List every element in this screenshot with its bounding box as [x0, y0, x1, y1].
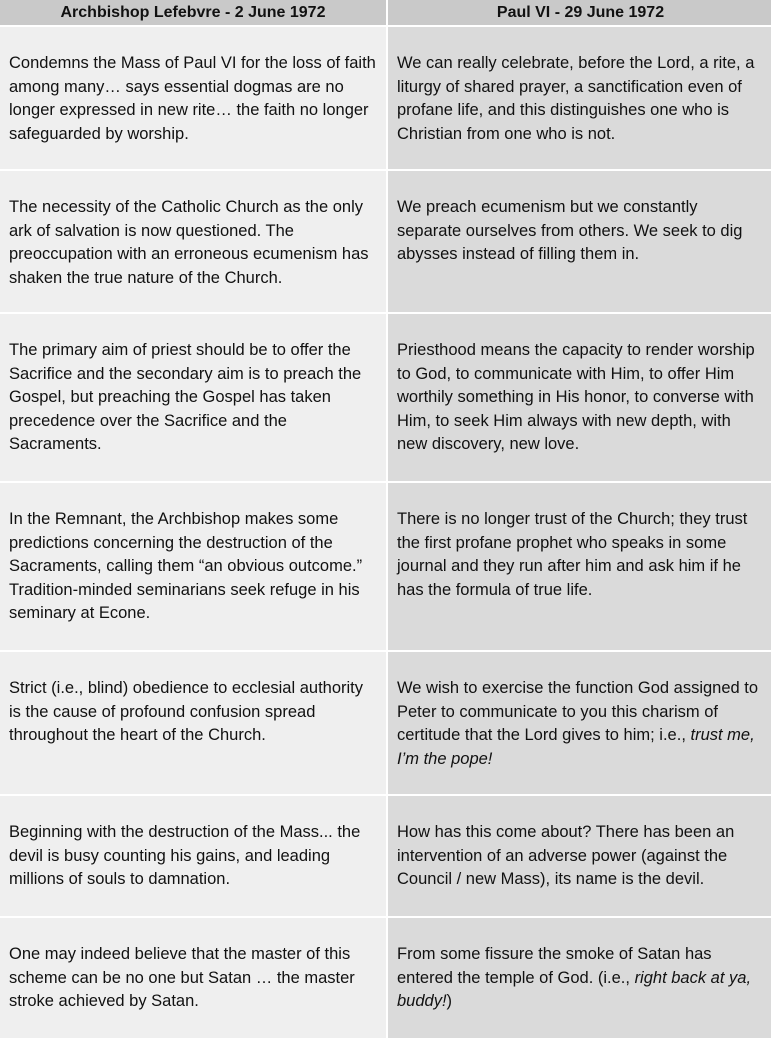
- row-6-left: Beginning with the destruction of the Mass... the devil is busy counting his gains, and leading millions of souls to damnation.: [0, 796, 386, 916]
- row-7-left: One may indeed believe that the master of this scheme can be no one but Satan … the master stroke achieved by Satan.: [0, 918, 386, 1038]
- row-5-right-text: We wish to exercise the function God assigned to Peter to communicate to you this charism of certitude that the Lord gives to him; i.e.,: [397, 679, 759, 744]
- row-5-right-italic: trust me, I’m the pope!: [397, 726, 755, 768]
- row-5-right: [388, 652, 771, 794]
- row-7-right-end: ): [446, 992, 453, 1010]
- row-7-right: [388, 918, 771, 1038]
- header-right: Paul VI - 29 June 1972: [388, 0, 771, 25]
- row-4-left: In the Remnant, the Archbishop makes some predictions concerning the destruction of the Sacraments, calling them “an obvious outcome.” Tradition-minded seminarians seek refuge in his seminary at Econe.: [0, 483, 386, 650]
- row-3-right: Priesthood means the capacity to render worship to God, to communicate with Him, to offer Him worthily something in His honor, to converse with Him, to seek Him always with new depth, with new discovery, new love.: [388, 314, 771, 481]
- row-7-right-italic: right back at ya, buddy!: [397, 968, 752, 1010]
- row-3-left: The primary aim of priest should be to offer the Sacrifice and the secondary aim is to preach the Gospel, but preaching the Gospel has taken precedence over the Sacrifice and the Sacraments.: [0, 314, 386, 481]
- row-1-left: Condemns the Mass of Paul VI for the loss of faith among many… says essential dogmas are no longer expressed in new rite… the faith no longer safeguarded by worship.: [0, 27, 386, 169]
- row-2-right: We preach ecumenism but we constantly separate ourselves from others. We seek to dig abysses instead of filling them in.: [388, 171, 771, 312]
- row-1-right: We can really celebrate, before the Lord, a rite, a liturgy of shared prayer, a sanctification even of profane life, and this distinguishes one who is Christian from one who is not.: [388, 27, 771, 169]
- header-left: Archbishop Lefebvre - 2 June 1972: [0, 0, 386, 25]
- row-5-left: Strict (i.e., blind) obedience to ecclesial authority is the cause of profound confusion spread throughout the heart of the Church.: [0, 652, 386, 794]
- row-2-left: The necessity of the Catholic Church as the only ark of salvation is now questioned. The preoccupation with an erroneous ecumenism has shaken the true nature of the Church.: [0, 171, 386, 312]
- row-4-right: There is no longer trust of the Church; they trust the first profane prophet who speaks in some journal and they run after him and ask him if he has the formula of true life.: [388, 483, 771, 650]
- row-6-right: How has this come about? There has been an intervention of an adverse power (against the Council / new Mass), its name is the devil.: [388, 796, 771, 916]
- row-7-right-text: From some fissure the smoke of Satan has entered the temple of God. (i.e.,: [397, 945, 712, 987]
